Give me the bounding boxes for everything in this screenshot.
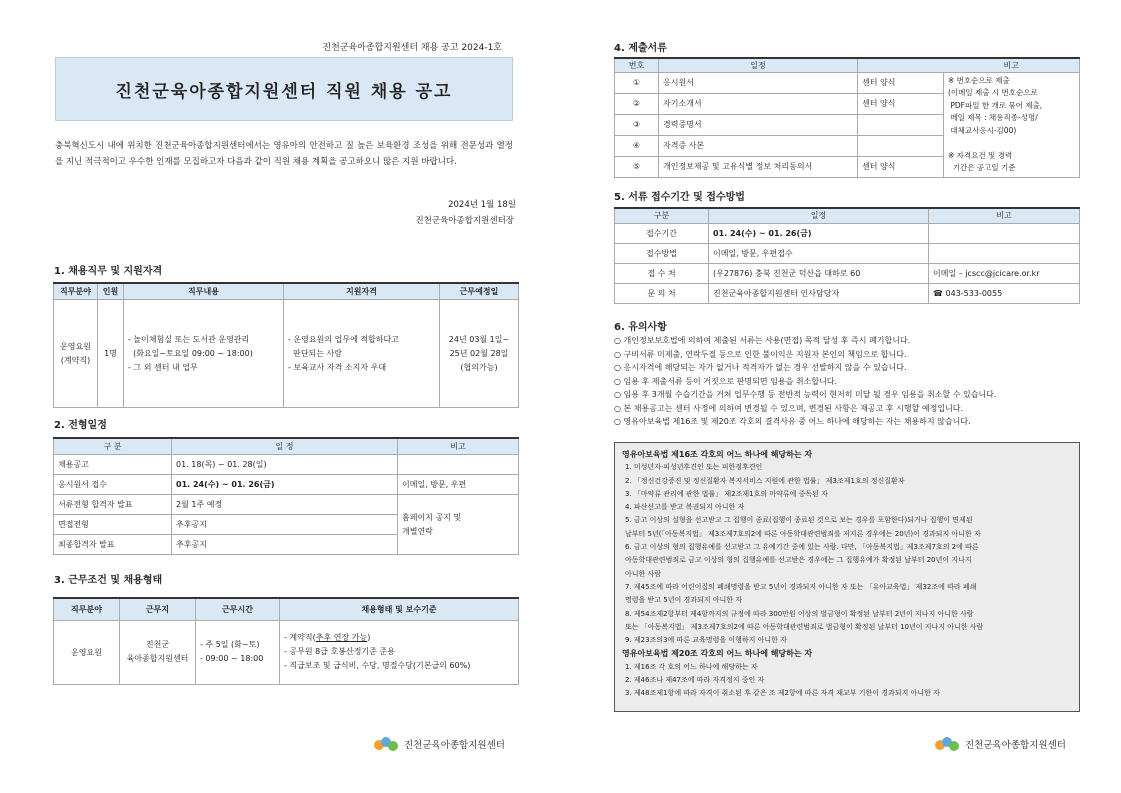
conditions-hours: - 주 5일 (화~토) - 09:00 ~ 18:00 bbox=[196, 620, 280, 684]
documents-header: 비고 bbox=[944, 58, 1080, 72]
submission-header: 비고 bbox=[929, 208, 1080, 223]
section1-title: 1. 채용직무 및 지원자격 bbox=[54, 266, 163, 277]
law20-item: 2. 제46조나 제47조에 따라 자격정지 중인 자 bbox=[625, 676, 765, 685]
note-item: ○ 임용 후 제출서류 등이 거짓으로 판명되면 임용을 취소합니다. bbox=[614, 375, 1094, 389]
schedule-value: 01. 18(목) ~ 01. 28(일) bbox=[172, 455, 398, 475]
schedule-header: 구 분 bbox=[54, 438, 172, 455]
law20-item: 3. 제48조제1항에 따라 자격이 취소된 후 같은 조 제2항에 따른 자격 재교부 기한이 경과되지 아니한 자 bbox=[625, 689, 940, 698]
schedule-label: 면접전형 bbox=[54, 515, 172, 535]
schedule-value: 01. 24(수) ~ 01. 26(금) bbox=[172, 475, 398, 495]
note-item: ○ 응시자격에 해당되는 자가 없거나 적격자가 없는 경우 선발하지 않을 수 있습니다. bbox=[614, 361, 1094, 375]
doc-name: 자격증 사본 bbox=[659, 135, 858, 156]
law16-item: 아니한 사람 bbox=[625, 569, 662, 578]
submission-table bbox=[614, 207, 1080, 304]
left-page bbox=[0, 0, 560, 793]
documents-header-spacer bbox=[858, 58, 944, 72]
conditions-header: 채용형태 및 보수기준 bbox=[280, 598, 519, 620]
schedule-value: 추후공지 bbox=[172, 515, 398, 535]
job-header: 인원 bbox=[98, 283, 124, 300]
doc-number: ⑤ bbox=[615, 156, 659, 177]
submission-value: 이메일, 방문, 우편접수 bbox=[709, 243, 929, 263]
conditions-header: 직무분야 bbox=[54, 598, 120, 620]
submission-label: 접수방법 bbox=[615, 243, 709, 263]
conditions-place: 진천군 육아종합지원센터 bbox=[120, 620, 196, 684]
title-box bbox=[55, 57, 513, 121]
schedule-value: 추후공지 bbox=[172, 535, 398, 555]
submission-email: 이메일 – jcscc@jcicare.or.kr bbox=[929, 263, 1080, 283]
signer: 진천군육아종합지원센터장 bbox=[415, 216, 514, 226]
law16-item: 아동학대관련범죄로 금고 이상의 형의 집행유예를 선고받은 경우에는 그 집행유예가 확정된 날부터 20년이 지나지 bbox=[625, 556, 972, 565]
submission-label: 접 수 처 bbox=[615, 263, 709, 283]
submission-label: 문 의 처 bbox=[615, 283, 709, 303]
note-item: ○ 개인정보보호법에 의하여 제출된 서류는 사용(면접) 목적 달성 후 즉시 폐기합니다. bbox=[614, 334, 1094, 348]
law16-item: 2. 「정신건강증진 및 정신질환자 복지서비스 지원에 관한 법률」 제3조제1호의 정신질환자 bbox=[625, 476, 905, 485]
section6-title: 6. 유의사항 bbox=[614, 322, 667, 333]
job-header: 지원자격 bbox=[284, 283, 440, 300]
terms-contract-b: ) bbox=[367, 633, 371, 642]
doc-number: ② bbox=[615, 93, 659, 114]
law16-item: 6. 금고 이상의 형의 집행유예를 선고받고 그 유예기간 중에 있는 사람. 다만, 「아동복지법」제3조제7호의 2에 따른 bbox=[625, 543, 979, 552]
terms-contract-u: 추후 연장 가능 bbox=[315, 633, 368, 642]
schedule-value: 2월 1주 예정 bbox=[172, 495, 398, 515]
logo-text: 진천군육아종합지원센터 bbox=[404, 740, 505, 751]
doc-name: 자기소개서 bbox=[659, 93, 858, 114]
doc-form: 센터 양식 bbox=[858, 72, 944, 93]
logo-icon bbox=[935, 737, 961, 751]
submission-note bbox=[929, 223, 1080, 243]
notes-list bbox=[614, 334, 1094, 429]
terms-pay: - 공무원 8급 호봉산정기준 준용 bbox=[284, 647, 395, 656]
job-qualification: - 운영요원의 업무에 적합하다고 판단되는 사람 - 보육교사 자격 소지자 우대 bbox=[284, 300, 440, 408]
law-box bbox=[614, 442, 1080, 712]
note-item: ○ 임용 후 3개월 수습기간을 거쳐 업무수행 등 전반적 능력이 현저히 미달 될 경우 임용을 취소할 수 있습니다. bbox=[614, 388, 1094, 402]
submission-phone: ☎ 043-533-0055 bbox=[929, 283, 1080, 303]
job-count: 1명 bbox=[98, 300, 124, 408]
conditions-table bbox=[53, 597, 519, 685]
law16-item: 5. 금고 이상의 실형을 선고받고 그 집행이 종료(집행이 종료된 것으로 보는 경우를 포함한다)되거나 집행이 면제된 bbox=[625, 516, 973, 525]
section3-title: 3. 근무조건 및 채용형태 bbox=[54, 575, 163, 586]
notice-date: 2024년 1월 18일 bbox=[448, 200, 516, 210]
job-period: 24년 03월 1일~ 25년 02월 28일 (협의가능) bbox=[440, 300, 519, 408]
submission-header: 일정 bbox=[709, 208, 929, 223]
schedule-note-empty bbox=[398, 455, 519, 475]
law-heading-16: 영유아보육법 제16조 각호의 어느 하나에 해당하는 자 bbox=[622, 450, 813, 459]
terms-contract bbox=[284, 631, 514, 645]
notice-number: 진천군육아종합지원센터 채용 공고 2024-1호 bbox=[322, 43, 502, 53]
center-logo bbox=[374, 737, 505, 751]
doc-form bbox=[858, 135, 944, 156]
documents-header: 일정 bbox=[659, 58, 858, 72]
intro-paragraph: 충북혁신도시 내에 위치한 진천군육아종합지원센터에서는 영유아의 안전하고 질 높은 보육환경 조성을 위해 전문성과 열정을 지닌 적극적이고 우수한 인재를 모집하고자 다음과 같이 직원 채용 계획을 공고하오니 많은 지원 바랍니다. bbox=[55, 141, 513, 167]
doc-name: 개인정보제공 및 고유식별 정보 처리동의서 bbox=[659, 156, 858, 177]
job-duties: - 놀이체험실 또는 도서관 운영관리 (화요일~토요일 09:00 ~ 18:00) - 그 외 센터 내 업무 bbox=[124, 300, 284, 408]
law16-item: 8. 제54조제2항부터 제4항까지의 규정에 따라 300만원 이상의 벌금형이 확정된 날부터 2년이 지나지 아니한 사람 bbox=[625, 609, 974, 618]
submission-value: 진천군육아종합지원센터 인사담당자 bbox=[709, 283, 929, 303]
right-page bbox=[561, 0, 1121, 793]
conditions-field: 운영요원 bbox=[54, 620, 120, 684]
conditions-header: 근무시간 bbox=[196, 598, 280, 620]
terms-allowance: - 직급보조 및 급식비, 수당, 명절수당(기본급의 60%) bbox=[284, 661, 471, 670]
law16-item: 7. 제45조에 따라 어린이집의 폐쇄명령을 받고 5년이 경과되지 아니한 자 또는 「유아교육법」 제32조에 따라 폐쇄 bbox=[625, 582, 977, 591]
law16-item: 날부터 5년(「아동복지법」 제3조제7호의2에 따른 아동학대관련범죄를 저지른 경우에는 20년)이 경과되지 아니한 자 bbox=[625, 529, 981, 538]
schedule-label: 최종합격자 발표 bbox=[54, 535, 172, 555]
logo-icon bbox=[374, 737, 400, 751]
doc-number: ④ bbox=[615, 135, 659, 156]
schedule-label: 서류전형 합격자 발표 bbox=[54, 495, 172, 515]
job-field: 운영요원 (계약직) bbox=[54, 300, 98, 408]
center-logo bbox=[935, 737, 1066, 751]
schedule-label: 채용공고 bbox=[54, 455, 172, 475]
submission-header: 구분 bbox=[615, 208, 709, 223]
law16-item: 또는 「아동복지법」 제3조제7호의2에 따른 아동학대관련범죄로 벌금형이 확정된 날부터 10년이 지나지 아니한 사람 bbox=[625, 622, 984, 631]
submission-value: 01. 24(수) ~ 01. 26(금) bbox=[709, 223, 929, 243]
schedule-label: 응시원서 접수 bbox=[54, 475, 172, 495]
submission-label: 접수기간 bbox=[615, 223, 709, 243]
note-item: ○ 구비서류 미제출, 연락두절 등으로 인한 불이익은 지원자 본인의 책임으로 합니다. bbox=[614, 348, 1094, 362]
doc-name: 경력증명서 bbox=[659, 114, 858, 135]
doc-note: ※ 번호순으로 제출 (이메일 제출 시 번호순으로 PDF파일 한 개로 묶어 제출, 메일 제목 : 채용직종-성명/ 대체교사응시-김00) ※ 자격요건 및 경력 기간은 공고일 기준 bbox=[944, 72, 1080, 177]
section4-title: 4. 제출서류 bbox=[614, 43, 667, 54]
logo-text: 진천군육아종합지원센터 bbox=[965, 740, 1066, 751]
doc-name: 응시원서 bbox=[659, 72, 858, 93]
job-header: 직무분야 bbox=[54, 283, 98, 300]
page-title: 진천군육아종합지원센터 직원 채용 공고 bbox=[115, 81, 453, 102]
schedule-note: 홈페이지 공지 및 개별연락 bbox=[398, 495, 519, 555]
law16-item: 1. 미성년자·피성년후견인 또는 피한정후견인 bbox=[625, 463, 763, 472]
documents-table bbox=[614, 57, 1080, 178]
note-item: ○ 영유아보육법 제16조 및 제20조 각호의 결격사유 중 어느 하나에 해당하는 자는 채용하지 않습니다. bbox=[614, 415, 1094, 429]
section5-title: 5. 서류 접수기간 및 접수방법 bbox=[614, 192, 745, 203]
doc-number: ③ bbox=[615, 114, 659, 135]
section2-title: 2. 전형일정 bbox=[54, 420, 107, 431]
job-header: 근무예정일 bbox=[440, 283, 519, 300]
note-item: ○ 본 채용공고는 센터 사정에 의하여 변경될 수 있으며, 변경된 사항은 재공고 후 시행할 예정입니다. bbox=[614, 402, 1094, 416]
doc-form: 센터 양식 bbox=[858, 93, 944, 114]
schedule-header: 일 정 bbox=[172, 438, 398, 455]
documents-header: 번호 bbox=[615, 58, 659, 72]
law20-item: 1. 제16조 각 호의 어느 하나에 해당하는 자 bbox=[625, 662, 758, 671]
doc-form: 센터 양식 bbox=[858, 156, 944, 177]
doc-form bbox=[858, 114, 944, 135]
schedule-note: 이메일, 방문, 우편 bbox=[398, 475, 519, 495]
terms-contract-a: - 계약직( bbox=[284, 633, 316, 642]
law16-item: 3. 「마약류 관리에 관한 법률」 제2조제1호의 마약류에 중독된 자 bbox=[625, 489, 828, 498]
law16-item: 9. 제23조의3에 따른 교육명령을 이행하지 아니한 자 bbox=[625, 636, 787, 645]
submission-note bbox=[929, 243, 1080, 263]
schedule-header: 비고 bbox=[398, 438, 519, 455]
law16-item: 4. 파산선고를 받고 복권되지 아니한 자 bbox=[625, 503, 745, 512]
submission-value: (우27876) 충북 진천군 덕산읍 대하로 60 bbox=[709, 263, 929, 283]
job-header: 직무내용 bbox=[124, 283, 284, 300]
doc-number: ① bbox=[615, 72, 659, 93]
schedule-table bbox=[53, 437, 519, 555]
law-heading-20: 영유아보육법 제20조 각호의 어느 하나에 해당하는 자 bbox=[622, 649, 813, 659]
conditions-header: 근무지 bbox=[120, 598, 196, 620]
law16-item: 명령을 받고 5년이 경과되지 아니한 자 bbox=[625, 596, 743, 605]
conditions-terms bbox=[280, 620, 519, 684]
job-table bbox=[53, 282, 519, 408]
